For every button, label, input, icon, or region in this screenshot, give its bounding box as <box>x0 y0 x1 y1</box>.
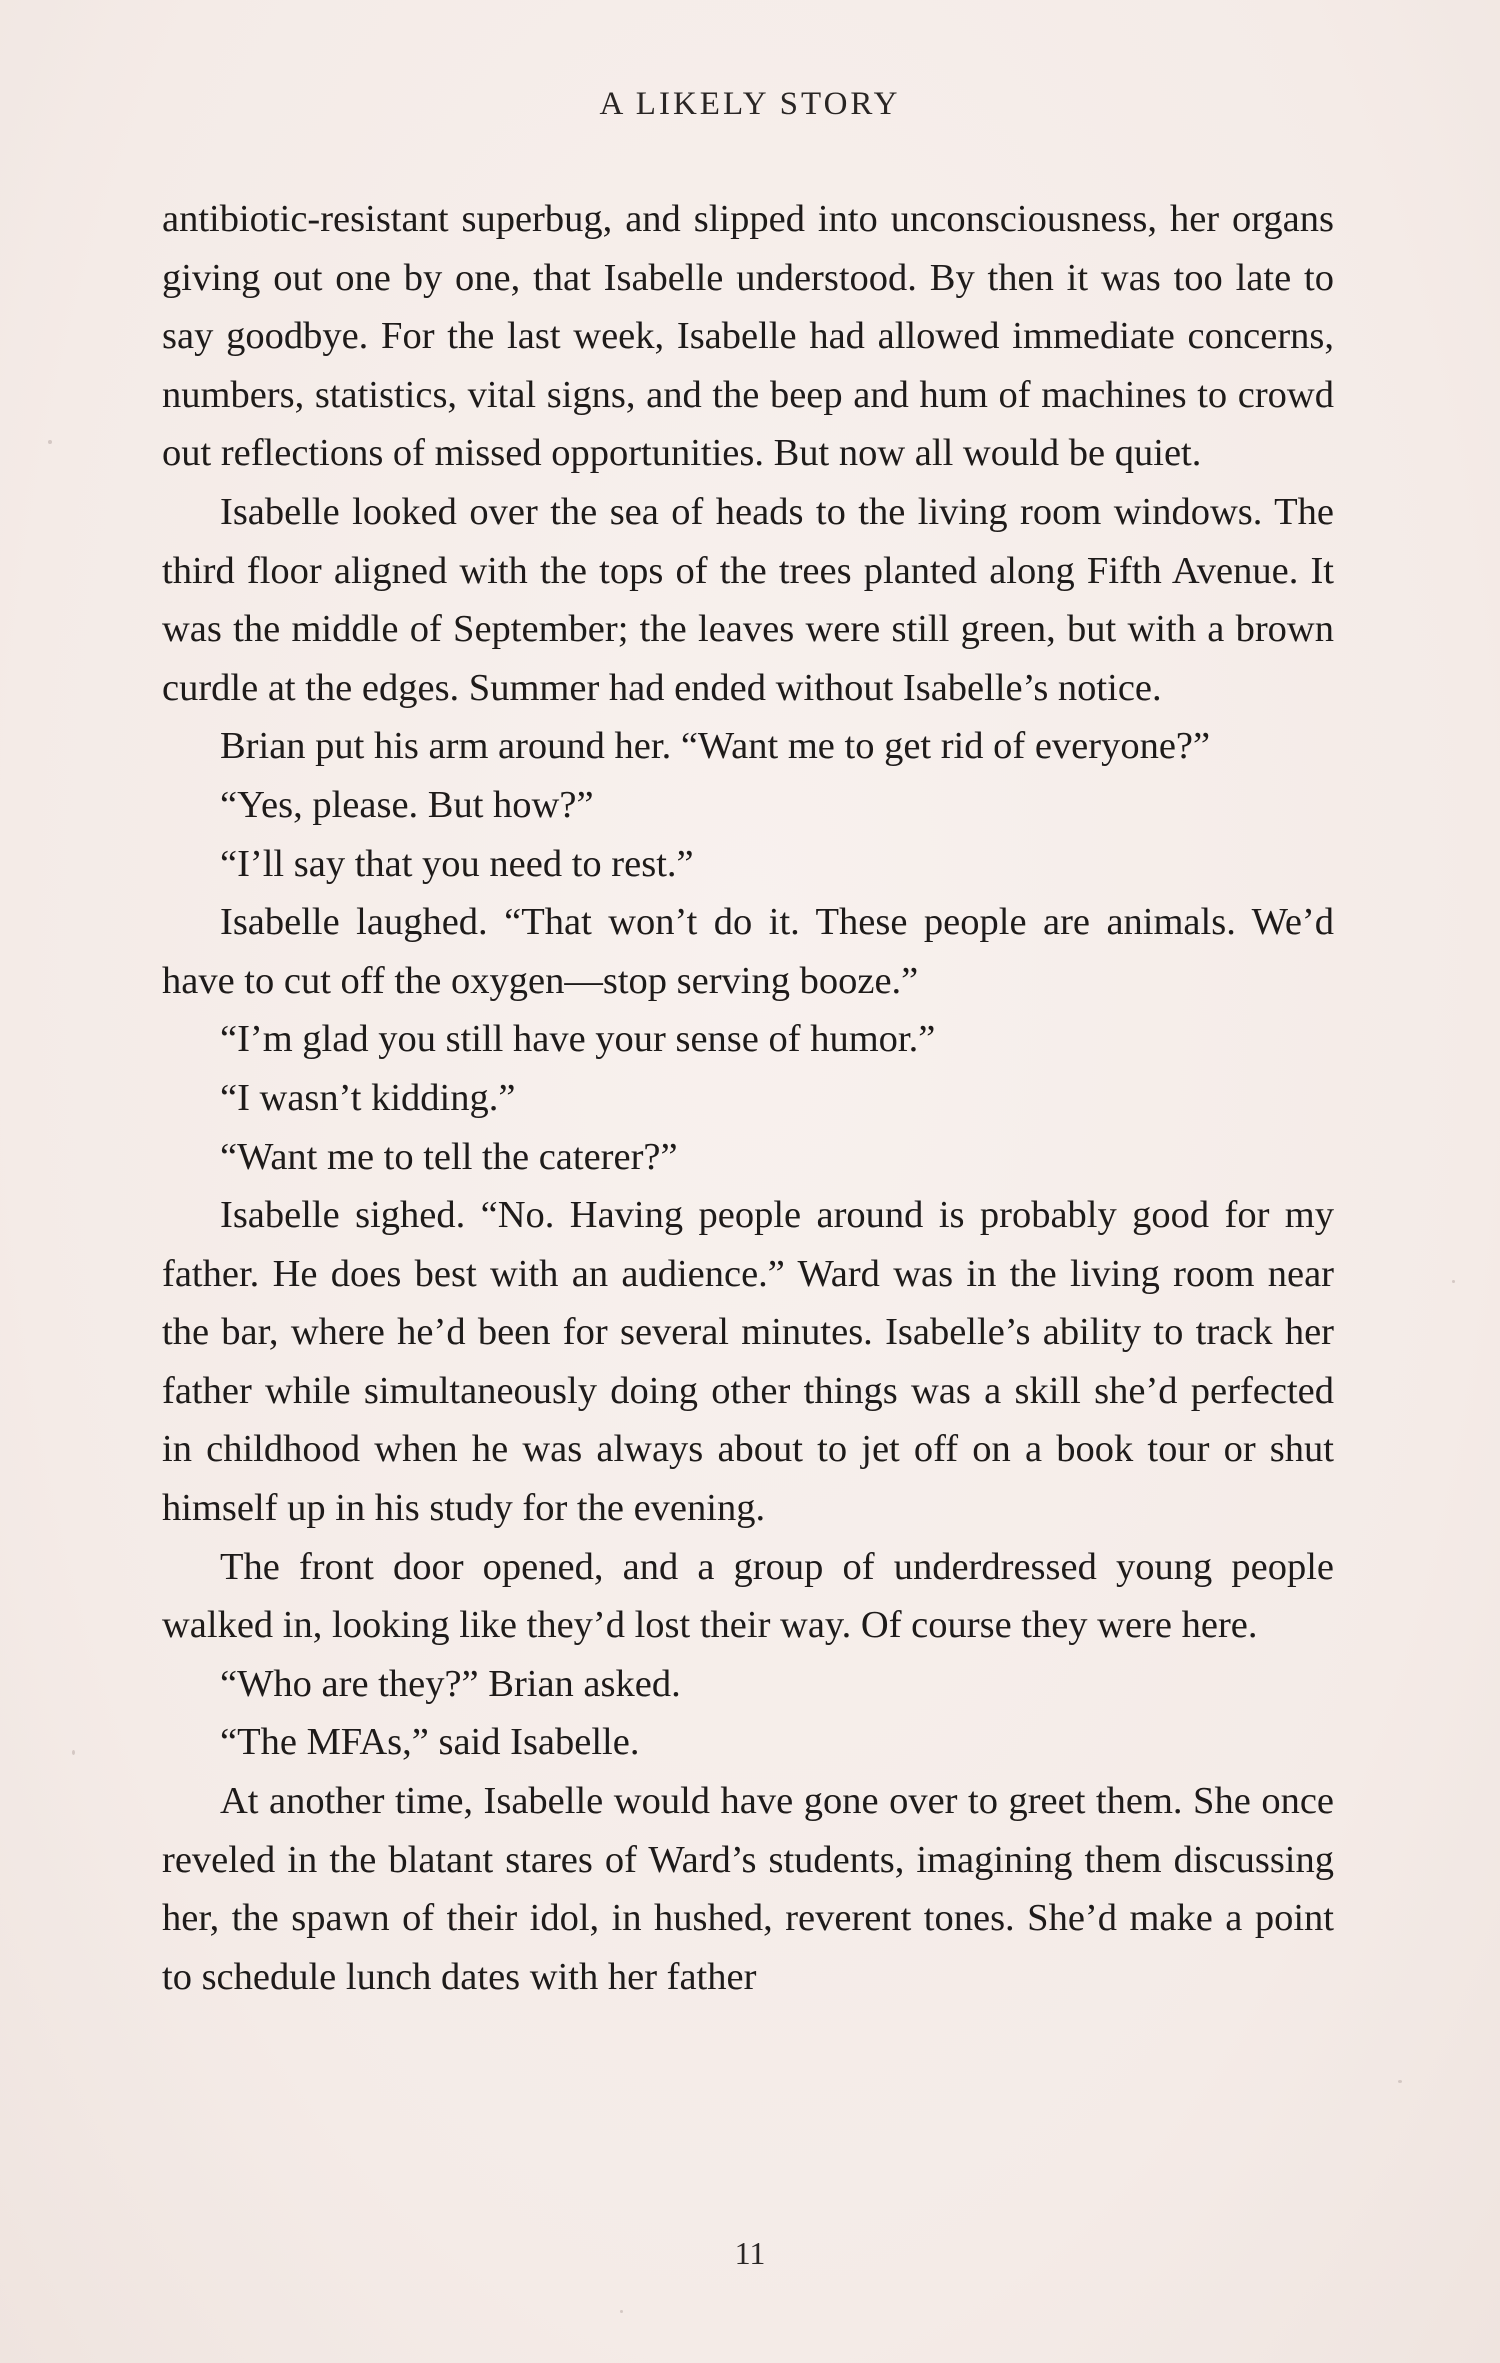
paragraph: “Yes, please. But how?” <box>220 783 594 826</box>
paragraph-last: At another time, Isabelle would have gone over to greet them. She once reveled in the blatant stares of Ward’s students, imagining them discussing her, the spawn of their idol, in hushed, reverent tones. She’d make a point to schedule lunch dates with her father <box>162 1780 1334 1998</box>
paragraph: Brian put his arm around her. “Want me to get rid of everyone?” <box>220 725 1211 768</box>
paper-speck <box>72 1750 75 1755</box>
paragraph: “I wasn’t kidding.” <box>220 1076 516 1119</box>
paper-speck <box>1452 1280 1455 1283</box>
paragraph: Isabelle laughed. “That won’t do it. These people are animals. We’d have to cut off the oxygen—stop serving booze.” <box>162 901 1334 1002</box>
paragraph: “Who are they?” Brian asked. <box>220 1662 681 1705</box>
paragraph: The front door opened, and a group of underdressed young people walked in, looking like they’d lost their way. Of course they were here. <box>162 1545 1334 1647</box>
running-head: A LIKELY STORY <box>599 86 901 122</box>
paragraph-continued: antibiotic-resistant superbug, and slipped into unconsciousness, her organs giving out one by one, that Isabelle understood. By then it was too late to say goodbye. For the last week, Isabelle had allowed immediate concerns, numbers, statistics, vital signs, and the beep and hum of machines to crowd out reflections of missed opportunities. But now all would be quiet. <box>162 198 1334 475</box>
paragraph: Isabelle sighed. “No. Having people around is probably good for my father. He does best with an audience.” Ward was in the living room near the bar, where he’d been for several minutes. Isabelle’s ability to track her father while simultaneously doing other things was a skill she’d perfected in childhood when he was always about to jet off on a book tour or shut himself up in his study for the evening. <box>162 1194 1334 1530</box>
paragraph: Isabelle looked over the sea of heads to the living room windows. The third floor aligned with the tops of the trees planted along Fifth Avenue. It was the middle of September; the leaves were still green, but with a brown curdle at the edges. Summer had ended without Isabelle’s notice. <box>162 490 1334 709</box>
body-text <box>162 190 1334 2006</box>
paragraph: “The MFAs,” said Isabelle. <box>220 1721 640 1764</box>
paragraph: “I’ll say that you need to rest.” <box>220 842 694 885</box>
paragraph: “I’m glad you still have your sense of humor.” <box>220 1018 936 1061</box>
page-number: 11 <box>734 2235 766 2271</box>
paragraph: “Want me to tell the caterer?” <box>220 1135 678 1178</box>
paper-speck <box>48 440 52 444</box>
paper-speck <box>1398 2080 1402 2083</box>
paper-speck <box>620 2310 623 2313</box>
